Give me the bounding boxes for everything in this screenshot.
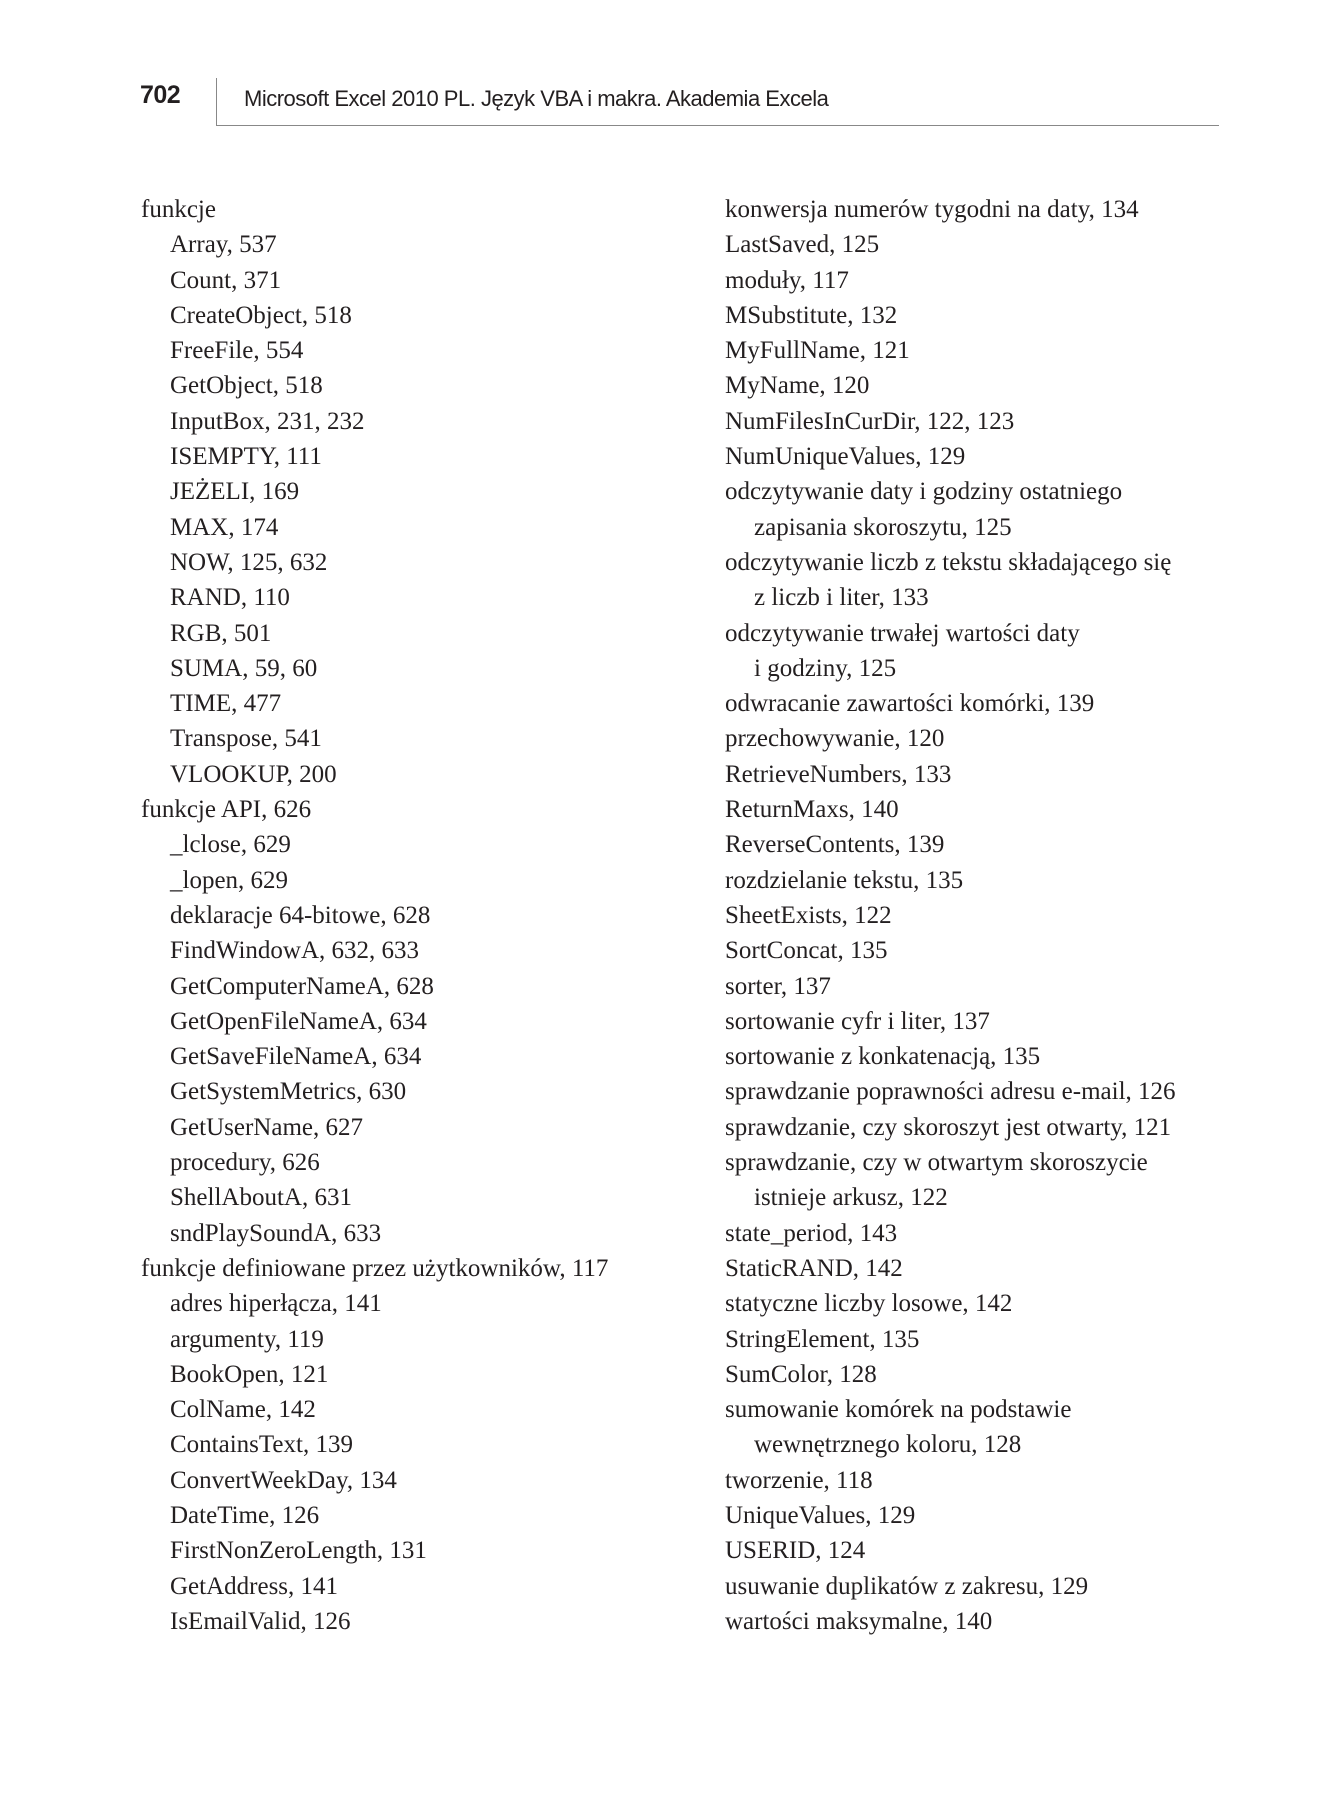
index-entry: MyFullName, 121 (725, 337, 910, 365)
index-entry: odwracanie zawartości komórki, 139 (725, 690, 1095, 718)
index-entry: NumUniqueValues, 129 (725, 443, 966, 471)
index-subentry: ShellAboutA, 631 (170, 1184, 352, 1212)
index-entry: ReverseContents, 139 (725, 831, 945, 859)
index-subentry: IsEmailValid, 126 (170, 1607, 351, 1635)
index-subentry: i godziny, 125 (754, 654, 897, 682)
page-number: 702 (140, 81, 181, 109)
index-subentry: ContainsText, 139 (170, 1431, 353, 1459)
index-subentry: z liczb i liter, 133 (754, 584, 929, 612)
index-entry: sumowanie komórek na podstawie (725, 1396, 1072, 1424)
index-subentry: ColName, 142 (170, 1396, 316, 1424)
header-vertical-rule (216, 78, 217, 126)
index-subentry: NOW, 125, 632 (170, 548, 328, 576)
index-subentry: procedury, 626 (170, 1149, 320, 1177)
index-entry: MyName, 120 (725, 372, 870, 400)
index-subentry: VLOOKUP, 200 (170, 760, 337, 788)
index-subentry: BookOpen, 121 (170, 1360, 329, 1388)
index-subentry: GetObject, 518 (170, 372, 323, 400)
index-entry: StaticRAND, 142 (725, 1254, 903, 1282)
index-subentry: MAX, 174 (170, 513, 279, 541)
index-subentry: GetUserName, 627 (170, 1113, 363, 1141)
index-subentry: GetOpenFileNameA, 634 (170, 1007, 427, 1035)
index-entry: tworzenie, 118 (725, 1466, 873, 1494)
index-subentry: deklaracje 64-bitowe, 628 (170, 901, 431, 929)
index-entry: rozdzielanie tekstu, 135 (725, 866, 964, 894)
index-entry: usuwanie duplikatów z zakresu, 129 (725, 1572, 1089, 1600)
index-subentry: CreateObject, 518 (170, 301, 352, 329)
index-entry: ReturnMaxs, 140 (725, 796, 899, 824)
index-subentry: RGB, 501 (170, 619, 272, 647)
index-subentry: wewnętrznego koloru, 128 (754, 1431, 1022, 1459)
index-subentry: istnieje arkusz, 122 (754, 1184, 948, 1212)
index-entry: NumFilesInCurDir, 122, 123 (725, 407, 1015, 435)
index-entry: StringElement, 135 (725, 1325, 920, 1353)
index-subentry: GetSaveFileNameA, 634 (170, 1043, 422, 1071)
index-subentry: GetAddress, 141 (170, 1572, 339, 1600)
index-entry: funkcje (141, 196, 216, 223)
index-subentry: Count, 371 (170, 266, 282, 294)
index-entry: moduły, 117 (725, 266, 849, 294)
index-entry: MSubstitute, 132 (725, 301, 898, 329)
index-subentry: SUMA, 59, 60 (170, 654, 318, 682)
index-entry: sprawdzanie, czy w otwartym skoroszycie (725, 1149, 1148, 1177)
index-entry: sprawdzanie, czy skoroszyt jest otwarty, 121 (725, 1113, 1172, 1141)
index-entry: SheetExists, 122 (725, 901, 892, 929)
page-header (0, 0, 1339, 140)
index-entry: przechowywanie, 120 (725, 725, 945, 753)
index-subentry: sndPlaySoundA, 633 (170, 1219, 382, 1247)
index-entry: RetrieveNumbers, 133 (725, 760, 952, 788)
index-subentry: ConvertWeekDay, 134 (170, 1466, 397, 1494)
index-entry: funkcje API, 626 (141, 796, 312, 824)
index-subentry: _lclose, 629 (170, 831, 291, 859)
index-subentry: Transpose, 541 (170, 725, 322, 753)
index-subentry: JEŻELI, 169 (170, 478, 300, 506)
index-subentry: GetSystemMetrics, 630 (170, 1078, 407, 1106)
index-subentry: ISEMPTY, 111 (170, 443, 322, 471)
index-entry: odczytywanie trwałej wartości daty (725, 619, 1080, 647)
index-entry: SumColor, 128 (725, 1360, 877, 1388)
index-entry: odczytywanie daty i godziny ostatniego (725, 478, 1123, 506)
index-entry: statyczne liczby losowe, 142 (725, 1290, 1013, 1318)
index-entry: LastSaved, 125 (725, 231, 880, 259)
index-entry: sprawdzanie poprawności adresu e-mail, 126 (725, 1078, 1176, 1106)
index-column-right (725, 192, 1225, 1639)
index-entry: sorter, 137 (725, 972, 831, 1000)
index-subentry: TIME, 477 (170, 690, 282, 718)
index-subentry: zapisania skoroszytu, 125 (754, 513, 1012, 541)
index-subentry: adres hiperłącza, 141 (170, 1290, 382, 1318)
index-subentry: _lopen, 629 (170, 866, 289, 894)
index-column-left (141, 192, 681, 1639)
index-subentry: GetComputerNameA, 628 (170, 972, 434, 1000)
index-entry: konwersja numerów tygodni na daty, 134 (725, 196, 1139, 223)
index-entry: funkcje definiowane przez użytkowników, 117 (141, 1254, 609, 1282)
index-subentry: InputBox, 231, 232 (170, 407, 365, 435)
index-subentry: FindWindowA, 632, 633 (170, 937, 419, 965)
index-subentry: DateTime, 126 (170, 1501, 320, 1529)
index-subentry: RAND, 110 (170, 584, 290, 612)
index-entry: odczytywanie liczb z tekstu składającego się (725, 548, 1172, 576)
index-entry: state_period, 143 (725, 1219, 898, 1247)
running-head-title: Microsoft Excel 2010 PL. Język VBA i makra. Akademia Excela (244, 86, 829, 111)
index-entry: USERID, 124 (725, 1537, 866, 1565)
index-entry: wartości maksymalne, 140 (725, 1607, 993, 1635)
index-entry: sortowanie cyfr i liter, 137 (725, 1007, 990, 1035)
index-entry: SortConcat, 135 (725, 937, 888, 965)
header-horizontal-rule (216, 125, 1219, 126)
index-entry: UniqueValues, 129 (725, 1501, 916, 1529)
index-subentry: argumenty, 119 (170, 1325, 324, 1353)
index-subentry: FreeFile, 554 (170, 337, 304, 365)
index-entry: sortowanie z konkatenacją, 135 (725, 1043, 1041, 1071)
index-subentry: Array, 537 (170, 231, 277, 259)
index-subentry: FirstNonZeroLength, 131 (170, 1537, 427, 1565)
